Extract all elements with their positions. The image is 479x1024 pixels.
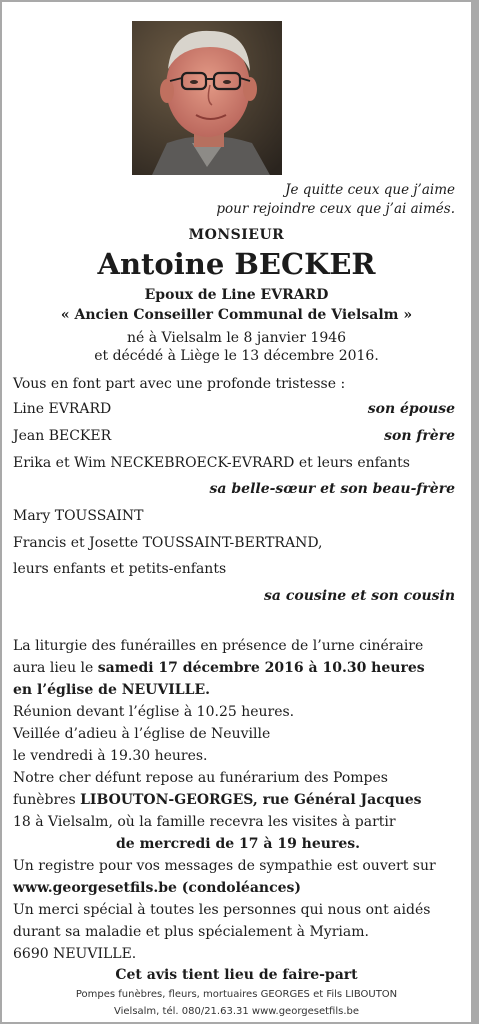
obituary-card (2, 2, 471, 1022)
family-member-names: Erika et Wim NECKEBROECK-EVRARD et leurs enfants (13, 455, 410, 471)
funeral-line (13, 789, 463, 811)
funeral-text: aura lieu le (13, 660, 98, 676)
family-member-relation: sa belle-sœur et son beau-frère (209, 481, 455, 497)
quote-line-2: pour rejoindre ceux que j’ai aimés. (216, 201, 455, 217)
family-member-names: Line EVRARD (13, 401, 112, 417)
funeral-line: La liturgie des funérailles en présence de l’urne cinéraire (13, 638, 424, 654)
funeral-line (13, 657, 463, 679)
funeral-line: durant sa maladie et plus spécialement à Myriam. (13, 924, 369, 940)
honorific: MONSIEUR (188, 227, 285, 243)
portrait-photo (132, 21, 282, 175)
spouse-line: Epoux de Line EVRARD (144, 287, 329, 303)
funeral-line: Un registre pour vos messages de sympathie est ouvert sur (13, 858, 436, 874)
footer-line-1: Pompes funèbres, fleurs, mortuaires GEORGES et Fils LIBOUTON (75, 989, 398, 1000)
funeral-line: 18 à Vielsalm, où la famille recevra les visites à partir (13, 814, 396, 830)
family-member-relation: son frère (384, 428, 455, 444)
announcement-intro: Vous en font part avec une profonde tristesse : (13, 376, 346, 392)
family-member-relation: son épouse (367, 401, 455, 417)
funeral-line (13, 679, 463, 701)
deceased-name: Antoine BECKER (97, 247, 376, 281)
death-line: et décédé à Liège le 13 décembre 2016. (94, 348, 379, 364)
funeral-line: le vendredi à 19.30 heures. (13, 748, 208, 764)
funeral-line: Notre cher défunt repose au funérarium des Pompes (13, 770, 388, 786)
closing-note: Cet avis tient lieu de faire-part (115, 967, 358, 983)
funeral-line: Réunion devant l’église à 10.25 heures. (13, 704, 295, 720)
funeral-location: en l’église de NEUVILLE. (13, 682, 211, 698)
family-member-names: Jean BECKER (13, 428, 112, 444)
funeral-line: Un merci spécial à toutes les personnes qui nous ont aidés (13, 902, 431, 918)
funeral-line: Veillée d’adieu à l’église de Neuville (13, 726, 271, 742)
funeral-details (13, 635, 463, 965)
birth-line: né à Vielsalm le 8 janvier 1946 (126, 330, 347, 346)
family-member-names: Mary TOUSSAINT (13, 508, 144, 524)
funeral-line: 6690 NEUVILLE. (13, 946, 137, 962)
quote-line-1: Je quitte ceux que j’aime (285, 182, 455, 198)
role-line: « Ancien Conseiller Communal de Vielsalm » (60, 307, 413, 323)
family-member-names: leurs enfants et petits-enfants (13, 561, 227, 577)
condolence-website: www.georgesetfils.be (condoléances) (13, 880, 302, 896)
footer-line-2: Vielsalm, tél. 080/21.63.31 www.georgesetfils.be (113, 1006, 360, 1017)
epigraph-quote (216, 181, 455, 219)
family-member-relation: sa cousine et son cousin (264, 588, 455, 604)
visiting-hours: de mercredi de 17 à 19 heures. (116, 836, 360, 852)
funeral-text: funèbres (13, 792, 81, 808)
funeral-home: LIBOUTON-GEORGES, rue Général Jacques (80, 792, 422, 808)
portrait-image (132, 21, 282, 175)
funeral-date: samedi 17 décembre 2016 à 10.30 heures (97, 660, 425, 676)
family-member-names: Francis et Josette TOUSSAINT-BERTRAND, (13, 535, 323, 551)
